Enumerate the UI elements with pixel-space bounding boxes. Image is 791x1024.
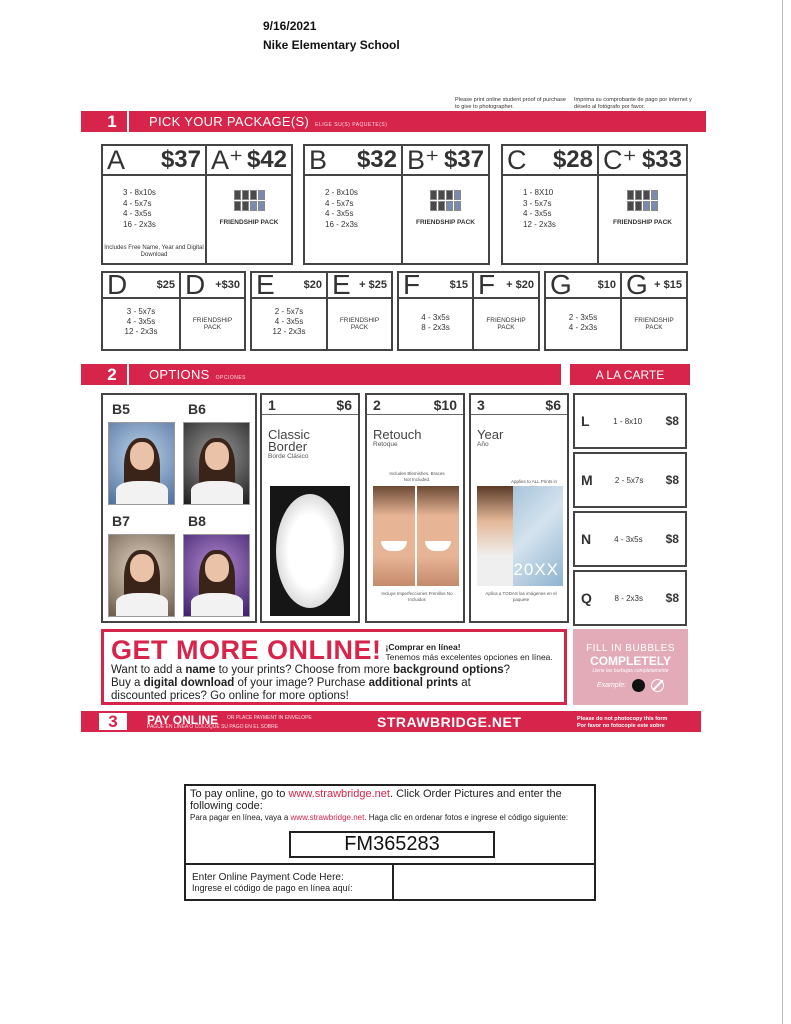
section3-number: 3 (97, 711, 129, 732)
package-price: $37 (160, 146, 201, 173)
payment-code: FM365283 (289, 831, 495, 858)
package-line: 1 - 8X10 (523, 188, 554, 197)
online-line-3: discounted prices? Go online for more options! (111, 690, 349, 702)
friendship-label: FRIENDSHIP PACK (634, 317, 674, 331)
border-sample-image (270, 486, 350, 616)
carte-letter: Q (581, 590, 592, 606)
carte-letter: M (581, 472, 593, 488)
fill-completely: COMPLETELY (590, 654, 671, 668)
option-note-top: Applies to ALL Prints in (510, 479, 558, 484)
friendship-label: FRIENDSHIP PACK (416, 219, 475, 226)
option-retouch[interactable] (365, 393, 465, 623)
section3-bar (81, 711, 701, 732)
package-letter: B (309, 144, 328, 175)
package-g-plus[interactable] (620, 271, 688, 351)
package-line: 3 - 8x10s (123, 188, 156, 197)
package-letter: E (256, 271, 275, 300)
option-number: 3 (477, 396, 485, 413)
year-sample-image (477, 486, 563, 586)
package-line: 4 - 3x5s (123, 209, 152, 218)
filled-bubble-icon (632, 679, 645, 692)
carte-price: $8 (665, 532, 679, 546)
friendship-label: FRIENDSHIP PACK (219, 219, 279, 226)
package-g[interactable] (544, 271, 622, 351)
code-instructions-en: To pay online, go to www.strawbridge.net. Click Order Pictures and enter the following code: (190, 788, 562, 812)
carte-letter: L (581, 413, 590, 429)
package-letter: F (478, 271, 496, 300)
background-b8-photo[interactable] (183, 534, 250, 617)
package-a[interactable] (101, 144, 207, 265)
website-link[interactable]: STRAWBRIDGE.NET (377, 714, 522, 730)
package-price: + $20 (506, 279, 534, 291)
section2-title: OPTIONS OPCIONES (149, 367, 247, 382)
enter-code-label-es: Ingrese el código de pago en línea aquí: (192, 883, 353, 893)
package-letter: A (107, 144, 126, 175)
option-subtitle: Retoque (373, 441, 398, 448)
carte-item-q[interactable] (573, 570, 687, 626)
carte-item-n[interactable] (573, 511, 687, 567)
code-instructions-es: Para pagar en línea, vaya a www.strawbridge.net. Haga clic en ordenar fotos e ingrese el código siguiente: (190, 813, 569, 822)
package-price: $25 (156, 279, 175, 291)
carte-quantity: 4 - 3x5s (614, 534, 643, 544)
package-note: Includes Free Name, Year and Digital Download (104, 245, 204, 258)
package-line: 8 - 2x3s (421, 323, 450, 332)
package-line: 12 - 2x3s (124, 327, 158, 336)
option-name: Classic Border (268, 427, 310, 454)
carte-letter: N (581, 531, 592, 547)
package-price: +$30 (215, 279, 240, 291)
package-line: 4 - 3x5s (523, 209, 552, 218)
fill-spanish: Llene las burbujas completamente (592, 668, 669, 674)
enter-code-label-en: Enter Online Payment Code Here: (192, 872, 344, 883)
package-price: $15 (449, 279, 468, 291)
section2-number: 2 (97, 364, 129, 385)
pay-online-title: PAY ONLINE (147, 713, 219, 727)
package-line: 4 - 3x5s (421, 313, 450, 322)
package-price: $37 (443, 146, 484, 173)
friendship-pack-image (403, 190, 488, 211)
package-d[interactable] (101, 271, 181, 351)
package-b[interactable] (303, 144, 403, 265)
package-b-plus[interactable] (401, 144, 490, 265)
friendship-pack-image (207, 190, 291, 211)
date: 9/16/2021 (263, 19, 317, 33)
package-e[interactable] (250, 271, 328, 351)
carte-price: $8 (665, 591, 679, 605)
carte-price: $8 (665, 414, 679, 428)
carte-price: $8 (665, 473, 679, 487)
online-spanish-heading: ¡Comprar en línea! (385, 642, 461, 652)
proof-note-en: Please print online student proof of purchase to give to photographer. (455, 97, 567, 110)
option-number: 2 (373, 396, 381, 413)
crossed-bubble-icon (651, 679, 664, 692)
package-letter: F (403, 271, 421, 300)
friendship-pack-image (599, 190, 686, 211)
package-letter: C (507, 144, 527, 175)
package-line: 4 - 5x7s (123, 198, 152, 208)
package-line: 3 - 5x7s (126, 307, 156, 316)
package-line: 16 - 2x3s (325, 219, 358, 229)
section2-bar (81, 364, 561, 385)
package-line: 4 - 2x3s (568, 323, 598, 332)
package-c-plus[interactable] (597, 144, 688, 265)
section1-bar (81, 111, 706, 132)
option-name: Retouch (373, 427, 422, 442)
carte-quantity: 1 - 8x10 (613, 416, 643, 426)
backgrounds-panel (101, 393, 257, 623)
friendship-label: FRIENDSHIP PACK (486, 317, 526, 331)
package-letter: B⁺ (407, 144, 440, 175)
friendship-label: FRIENDSHIP PACK (339, 317, 380, 331)
package-line: 4 - 3x5s (325, 209, 354, 218)
package-letter: A⁺ (211, 144, 244, 175)
year-overlay-text: 20XX (513, 560, 559, 579)
package-c[interactable] (501, 144, 599, 265)
package-letter: G (626, 271, 648, 300)
background-label-b7: B7 (112, 513, 130, 529)
background-b6-photo[interactable] (183, 422, 250, 505)
package-line: 12 - 2x3s (272, 327, 306, 336)
no-photocopy-en: Please do not photocopy this form (577, 716, 668, 722)
package-letter: D (107, 271, 128, 300)
package-line: 12 - 2x3s (523, 219, 556, 229)
strawbridge-link-es[interactable]: www.strawbridge.net (290, 813, 365, 822)
a-la-carte-title: A LA CARTE (570, 364, 690, 385)
package-e-plus[interactable] (326, 271, 393, 351)
pay-option-es: PAGUE EN LÍNEA O COLOQUE SU PAGO EN EL SOBRE (147, 724, 279, 730)
package-letter: D (185, 271, 206, 300)
get-more-online-title: GET MORE ONLINE! (111, 635, 382, 665)
package-line: 3 - 5x7s (523, 198, 552, 208)
background-label-b5: B5 (112, 401, 130, 417)
package-letter: E (332, 271, 351, 300)
package-line: 2 - 5x7s (274, 307, 304, 316)
retouch-sample-image (373, 486, 459, 586)
carte-quantity: 2 - 5x7s (614, 475, 644, 485)
package-price: + $15 (654, 279, 682, 291)
package-line: 2 - 3x5s (568, 313, 598, 322)
online-spanish-text: Tenemos más excelentes opciones en línea. (385, 652, 553, 662)
package-price: $42 (246, 146, 287, 173)
option-note-bottom: Incluye Imperfecciones Frenillos No Incluidos (381, 591, 453, 602)
friendship-label: FRIENDSHIP PACK (192, 317, 233, 331)
package-price: $10 (597, 279, 616, 291)
friendship-label: FRIENDSHIP PACK (613, 219, 672, 226)
fill-in-bubbles-box (573, 629, 688, 705)
package-line: 4 - 5x7s (325, 198, 354, 208)
package-line: 16 - 2x3s (123, 219, 156, 229)
package-letter: C⁺ (603, 144, 637, 175)
option-classic-border[interactable] (260, 393, 360, 623)
strawbridge-link[interactable]: www.strawbridge.net (288, 788, 390, 800)
option-price: $10 (433, 396, 457, 413)
option-subtitle: Borde Clásico (268, 453, 309, 460)
option-name: Year (477, 427, 504, 442)
package-d-plus[interactable] (179, 271, 246, 351)
option-number: 1 (268, 396, 276, 413)
carte-item-l[interactable] (573, 393, 687, 449)
package-price: $32 (356, 146, 397, 173)
option-price: $6 (545, 396, 561, 413)
online-line-2: Buy a digital download of your image? Purchase additional prints at (111, 677, 471, 689)
option-subtitle: Año (477, 441, 489, 448)
fill-example-label: Example: (596, 682, 627, 689)
package-f-plus[interactable] (472, 271, 540, 351)
package-price: $33 (641, 146, 682, 173)
background-label-b8: B8 (188, 513, 206, 529)
fill-title: FILL IN BUBBLES (586, 643, 675, 654)
background-b5-photo[interactable] (108, 422, 175, 505)
section1-title: PICK YOUR PACKAGE(S) ELIGE SU(S) PAQUETE(S) (149, 114, 388, 129)
package-a-plus[interactable] (205, 144, 293, 265)
carte-quantity: 8 - 2x3s (614, 593, 643, 603)
package-line: 2 - 8x10s (325, 188, 358, 197)
option-year[interactable] (469, 393, 569, 623)
proof-note-es: Imprima su comprobante de pago por internet y déselo al fotógrafo por favor. (574, 97, 692, 110)
get-more-online-box (101, 629, 567, 705)
package-price: $28 (552, 146, 593, 173)
payment-code-input[interactable] (395, 866, 592, 897)
carte-item-m[interactable] (573, 452, 687, 508)
package-price: + $25 (359, 279, 387, 291)
payment-code-box (184, 784, 596, 901)
package-letter: G (550, 271, 572, 300)
background-b7-photo[interactable] (108, 534, 175, 617)
page-edge-line (782, 0, 783, 1024)
package-line: 4 - 3x5s (274, 317, 304, 326)
pay-option-en: OR PLACE PAYMENT IN ENVELOPE (227, 715, 312, 721)
package-f[interactable] (397, 271, 474, 351)
no-photocopy-es: Por favor no fotocopie este sobre (577, 723, 665, 729)
online-line-1: Want to add a name to your prints? Choose from more background options? (111, 664, 511, 676)
package-price: $20 (303, 279, 322, 291)
school-name: Nike Elementary School (263, 38, 400, 52)
background-label-b6: B6 (188, 401, 206, 417)
option-price: $6 (336, 396, 352, 413)
option-note-bottom: Aplica a TODAS las imágenes en el paquete (485, 591, 557, 602)
section1-number: 1 (97, 111, 129, 132)
package-line: 4 - 3x5s (126, 317, 156, 326)
option-note-top: Includes Blemishes. Braces Not Included. (389, 471, 445, 482)
